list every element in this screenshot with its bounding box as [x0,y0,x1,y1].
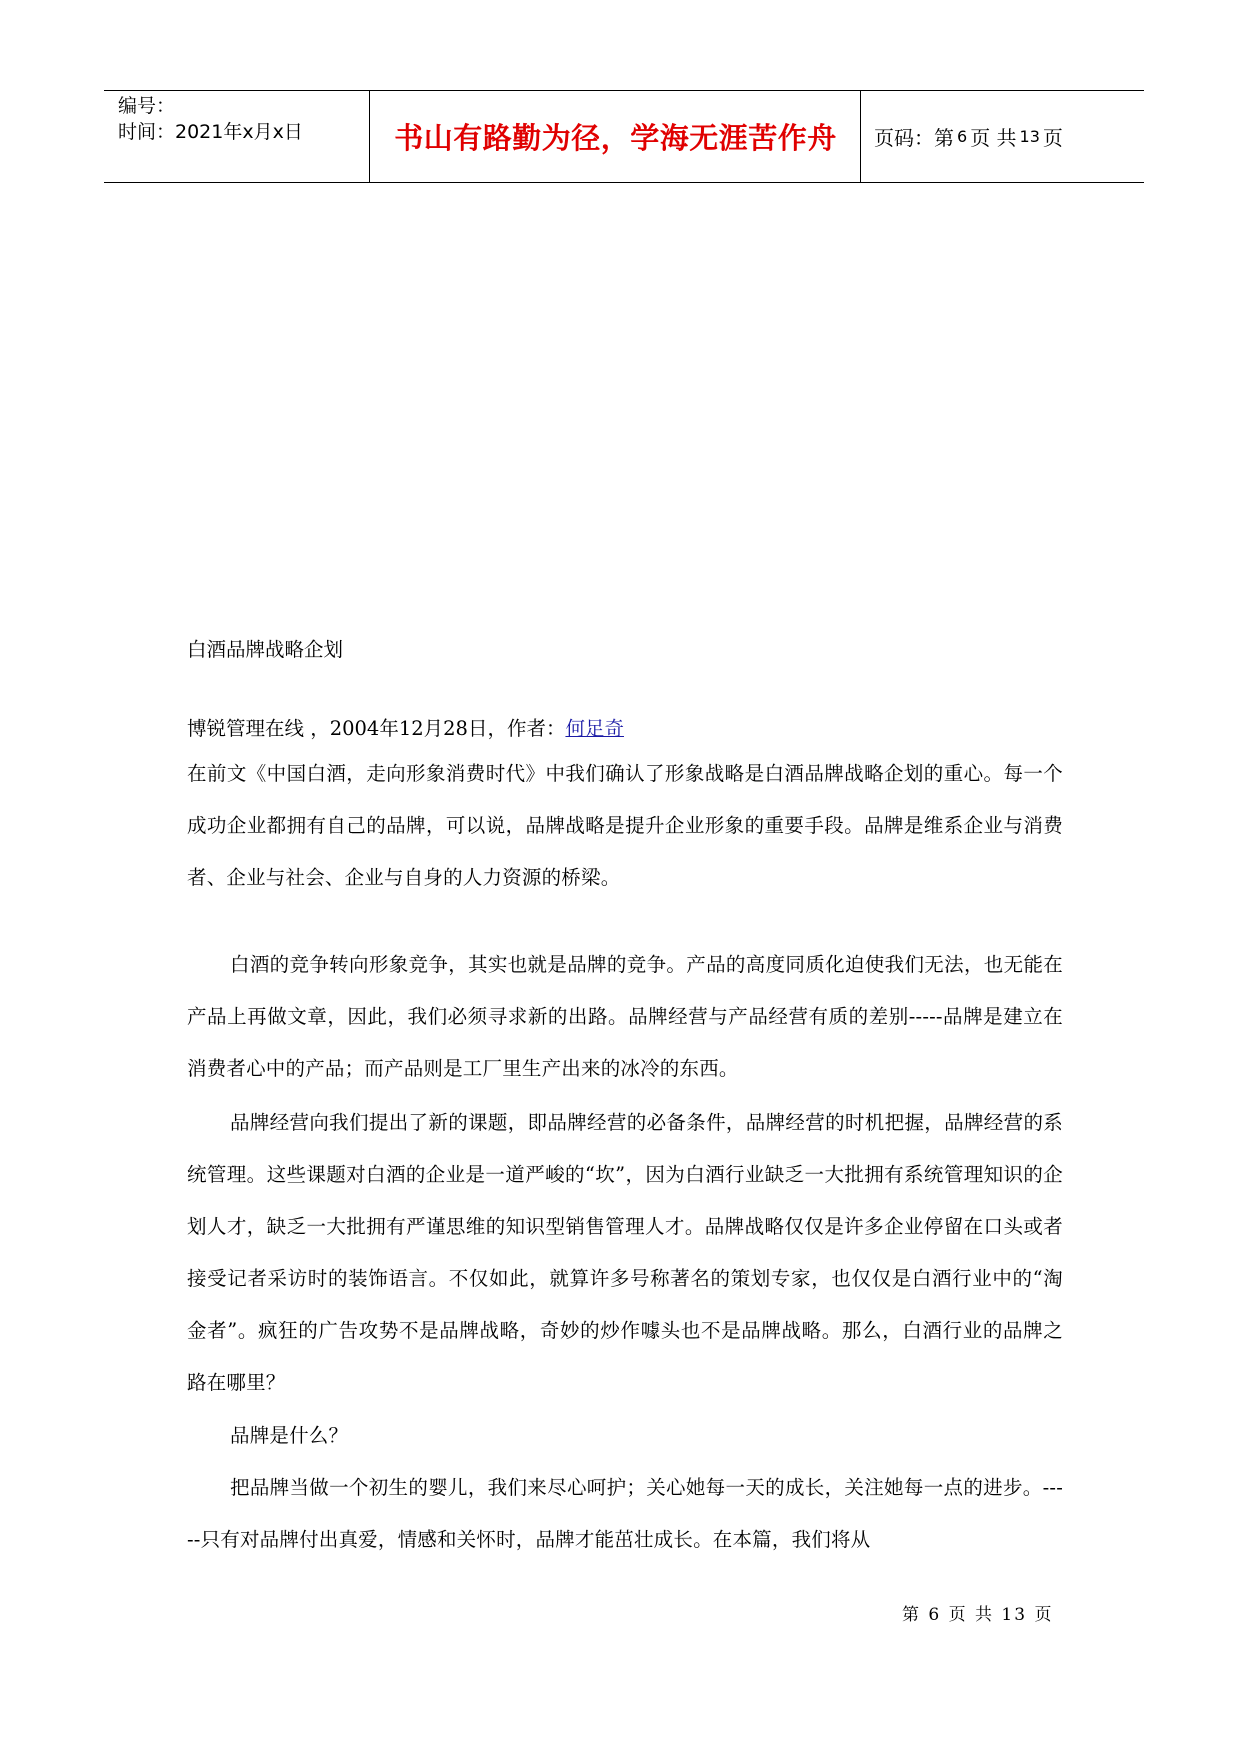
paragraph: 把品牌当做一个初生的婴儿，我们来尽心呵护；关心她每一天的成长，关注她每一点的进步。-----只有对品牌付出真爱，情感和关怀时，品牌才能茁壮成长。在本篇，我们将从 [187,1476,1063,1551]
page-current: 6 [957,126,968,146]
source-text: 博锐管理在线 ，2004年12月28日，作者： [187,717,566,740]
page-footer: 第 6 页 共 13 页 [902,1605,1054,1625]
page-suffix: 页 [1042,125,1063,150]
header-divider [369,91,370,182]
paragraph: 白酒的竞争转向形象竞争，其实也就是品牌的竞争。产品的高度同质化迫使我们无法，也无能在产品上再做文章，因此，我们必须寻求新的出路。品牌经营与产品经营有质的差别-----品牌是建立在消费者心中的产品；而产品则是工厂里生产出来的冰冷的东西。 [187,953,1063,1080]
paragraph: 品牌经营向我们提出了新的课题，即品牌经营的必备条件，品牌经营的时机把握，品牌经营的系统管理。这些课题对白酒的企业是一道严峻的“坎”，因为白酒行业缺乏一大批拥有系统管理知识的企划人才，缺乏一大批拥有严谨思维的知识型销售管理人才。品牌战略仅仅是许多企业停留在口头或者接受记者采访时的装饰语言。不仅如此，就算许多号称著名的策划专家，也仅仅是白酒行业中的“淘金者”。疯狂的广告攻势不是品牌战略，奇妙的炒作噱头也不是品牌战略。那么，白酒行业的品牌之路在哪里？ [187,1111,1063,1394]
article-source [187,713,624,741]
page-mid: 页 共 [970,125,1017,150]
serial-label: 编号： [118,95,176,117]
document-header [104,90,1144,183]
header-meta [118,93,303,145]
page-total: 13 [1019,126,1040,146]
page-prefix: 页码：第 [874,125,954,150]
time-label: 时间：2021年x月x日 [118,121,303,143]
article-title: 白酒品牌战略企划 [187,638,344,661]
header-page-number [874,91,1063,181]
header-motto: 书山有路勤为径，学海无涯苦作舟 [394,120,837,155]
author-link[interactable]: 何足奇 [565,717,624,740]
paragraph: 在前文《中国白酒，走向形象消费时代》中我们确认了形象战略是白酒品牌战略企划的重心。每一个成功企业都拥有自己的品牌，可以说，品牌战略是提升企业形象的重要手段。品牌是维系企业与消费者、企业与社会、企业与自身的人力资源的桥梁。 [187,762,1063,889]
header-divider [860,91,861,182]
paragraph: 品牌是什么？ [230,1424,349,1447]
